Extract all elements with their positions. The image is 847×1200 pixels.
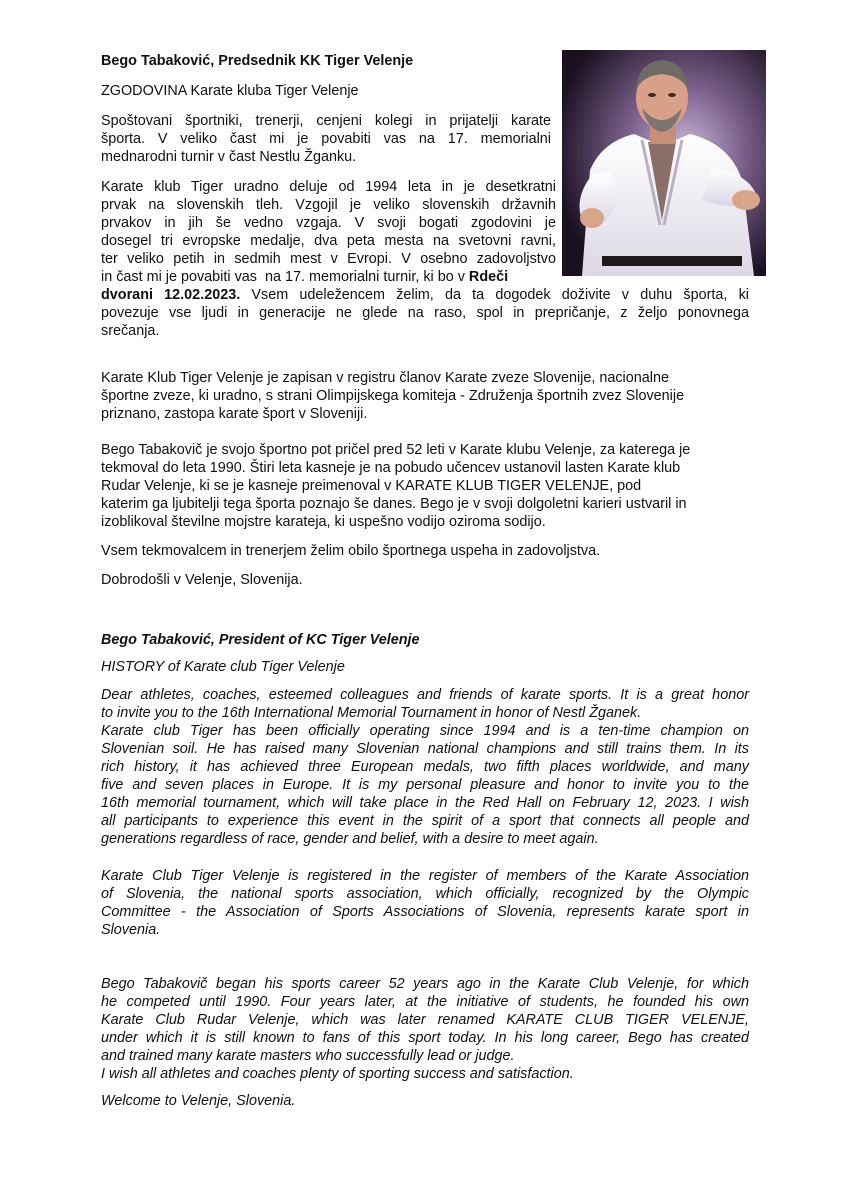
en-intro-line: Dear athletes, coaches, esteemed colleagues and friends of karate sports. It is a great honor: [101, 687, 749, 703]
en-intro-line: 16th memorial tournament, which will take place in the Red Hall on February 12, 2023. I wish: [101, 795, 749, 811]
en-intro-line: five and seven places in Europe. It is my personal pleasure and honor to invite you to the: [101, 777, 749, 793]
en-bio-line: he competed until 1990. Four years later, at the initiative of students, he founded his own: [101, 994, 749, 1010]
en-registry-paragraph: [101, 867, 749, 939]
sl-bio-line: Rudar Velenje, ki se je kasneje preimenoval v KARATE KLUB TIGER VELENJE, pod: [101, 478, 642, 494]
en-heading: Bego Tabaković, President of KC Tiger Velenje: [101, 632, 420, 648]
en-bio-line: I wish all athletes and coaches plenty of sporting success and satisfaction.: [101, 1066, 574, 1082]
sl-history-line: Karate klub Tiger uradno deluje od 1994 leta in je desetkratni: [101, 179, 556, 195]
en-registry-line: Slovenia.: [101, 922, 161, 938]
sl-history-text: Vsem udeležencem želim, da ta dogodek doživite v duhu športa, ki: [240, 287, 749, 303]
sl-bio-line: izoblikoval številne mojstre karateja, ki uspešno vodijo oziroma sodijo.: [101, 514, 546, 530]
sl-heading: Bego Tabaković, Predsednik KK Tiger Velenje: [101, 53, 414, 69]
en-registry-line: Karate Club Tiger Velenje is registered in the register of members of the Karate Association: [101, 868, 749, 884]
en-bio-line: under which it is still known to fans of this sport today. In his long career, Bego has created: [101, 1030, 749, 1046]
sl-bio-paragraph: [101, 441, 749, 531]
sl-history-text: in čast mi je povabiti vas na 17. memorialni turnir, ki bo v: [101, 269, 469, 285]
sl-hall-name: Rdeči: [468, 269, 509, 285]
en-bio-line: Bego Tabakovič began his sports career 52 years ago in the Karate Club Velenje, for which: [101, 976, 749, 992]
sl-bio-line: Bego Tabakovič je svojo športno pot pričel pred 52 leti v Karate klubu Velenje, za katerega je: [101, 442, 691, 458]
sl-history-line: prvakov in jih še vedno vzgaja. V svoji bogati zgodovini je: [101, 215, 556, 231]
sl-bio-line: katerim ga ljubitelji tega športa poznajo še danes. Bego je v svoji dolgoletni karieri ustvaril in: [101, 496, 687, 512]
sl-history-line: prvak na slovenskih tleh. Vzgojil je veliko slovenskih državnih: [101, 197, 556, 213]
en-welcome: Welcome to Velenje, Slovenia.: [101, 1093, 296, 1109]
en-intro-line: all participants to experience this event in the spirit of a sport that connects all people and: [101, 813, 749, 829]
en-subheading: HISTORY of Karate club Tiger Velenje: [101, 659, 345, 675]
sl-history-line: srečanja.: [101, 323, 160, 339]
en-bio-line: Karate Club Rudar Velenje, which was later renamed KARATE CLUB TIGER VELENJE,: [101, 1012, 749, 1028]
en-intro-paragraph: [101, 686, 749, 848]
president-portrait-photo: [562, 50, 766, 276]
portrait-illustration: [562, 50, 766, 276]
sl-intro-line: športa. V veliko čast mi je povabiti vas na 17. memorialni: [101, 131, 551, 147]
sl-bio-line: tekmoval do leta 1990. Štiri leta kasneje je na pobudo učencev ustanovil lasten Karate klub: [101, 460, 681, 476]
sl-history-line: dosegel tri evropske medalje, dva peta mesta na svetovni ravni,: [101, 233, 556, 249]
sl-registry-paragraph: [101, 369, 749, 423]
sl-wish: Vsem tekmovalcem in trenerjem želim obilo športnega uspeha in zadovoljstva.: [101, 543, 601, 559]
en-intro-line: generations regardless of race, gender and belief, with a desire to meet again.: [101, 831, 599, 847]
en-intro-line: Karate club Tiger has been officially operating since 1994 and is a ten-time champion on: [101, 723, 749, 739]
sl-subheading: ZGODOVINA Karate kluba Tiger Velenje: [101, 83, 359, 99]
en-intro-line: Slovenian soil. He has raised many Slovenian national champions and still trains them. In its: [101, 741, 749, 757]
sl-history-paragraph-bottom: [101, 286, 749, 340]
sl-intro-line: mednarodni turnir v čast Nestlu Žganku.: [101, 149, 357, 165]
en-intro-line: to invite you to the 16th International Memorial Tournament in honor of Nestl Žganek.: [101, 705, 642, 721]
en-bio-line: and trained many karate masters who successfully lead or judge.: [101, 1048, 515, 1064]
sl-intro-line: Spoštovani športniki, trenerji, cenjeni kolegi in prijatelji karate: [101, 113, 551, 129]
sl-history-line: [101, 286, 749, 304]
sl-history-line: [101, 268, 556, 286]
sl-history-paragraph-top: [101, 178, 556, 286]
en-registry-line: of Slovenia, the national sports association, which officially, recognized by the Olympic: [101, 886, 749, 902]
en-intro-line: rich history, it has achieved three European medals, two fifth places worldwide, and many: [101, 759, 749, 775]
en-registry-line: Committee - the Association of Sports Associations of Slovenia, represents karate sport in: [101, 904, 749, 920]
sl-intro-paragraph: [101, 112, 551, 166]
sl-history-line: ter veliko petih in sedmih mest v Evropi. V osebno zadovoljstvo: [101, 251, 556, 267]
sl-welcome: Dobrodošli v Velenje, Slovenija.: [101, 572, 303, 588]
sl-registry-line: priznano, zastopa karate šport v Sloveniji.: [101, 406, 368, 422]
sl-registry-line: športne zveze, ki uradno, s strani Olimpijskega komiteja - Združenja športnih zvez Slovenije: [101, 388, 685, 404]
en-bio-paragraph: [101, 975, 749, 1083]
sl-registry-line: Karate Klub Tiger Velenje je zapisan v registru članov Karate zveze Slovenije, nacionalne: [101, 370, 669, 386]
sl-history-line: povezuje vse ljudi in generacije ne glede na raso, spol in prepričanje, z željo ponovnega: [101, 305, 749, 321]
sl-event-date: dvorani 12.02.2023.: [101, 287, 241, 303]
